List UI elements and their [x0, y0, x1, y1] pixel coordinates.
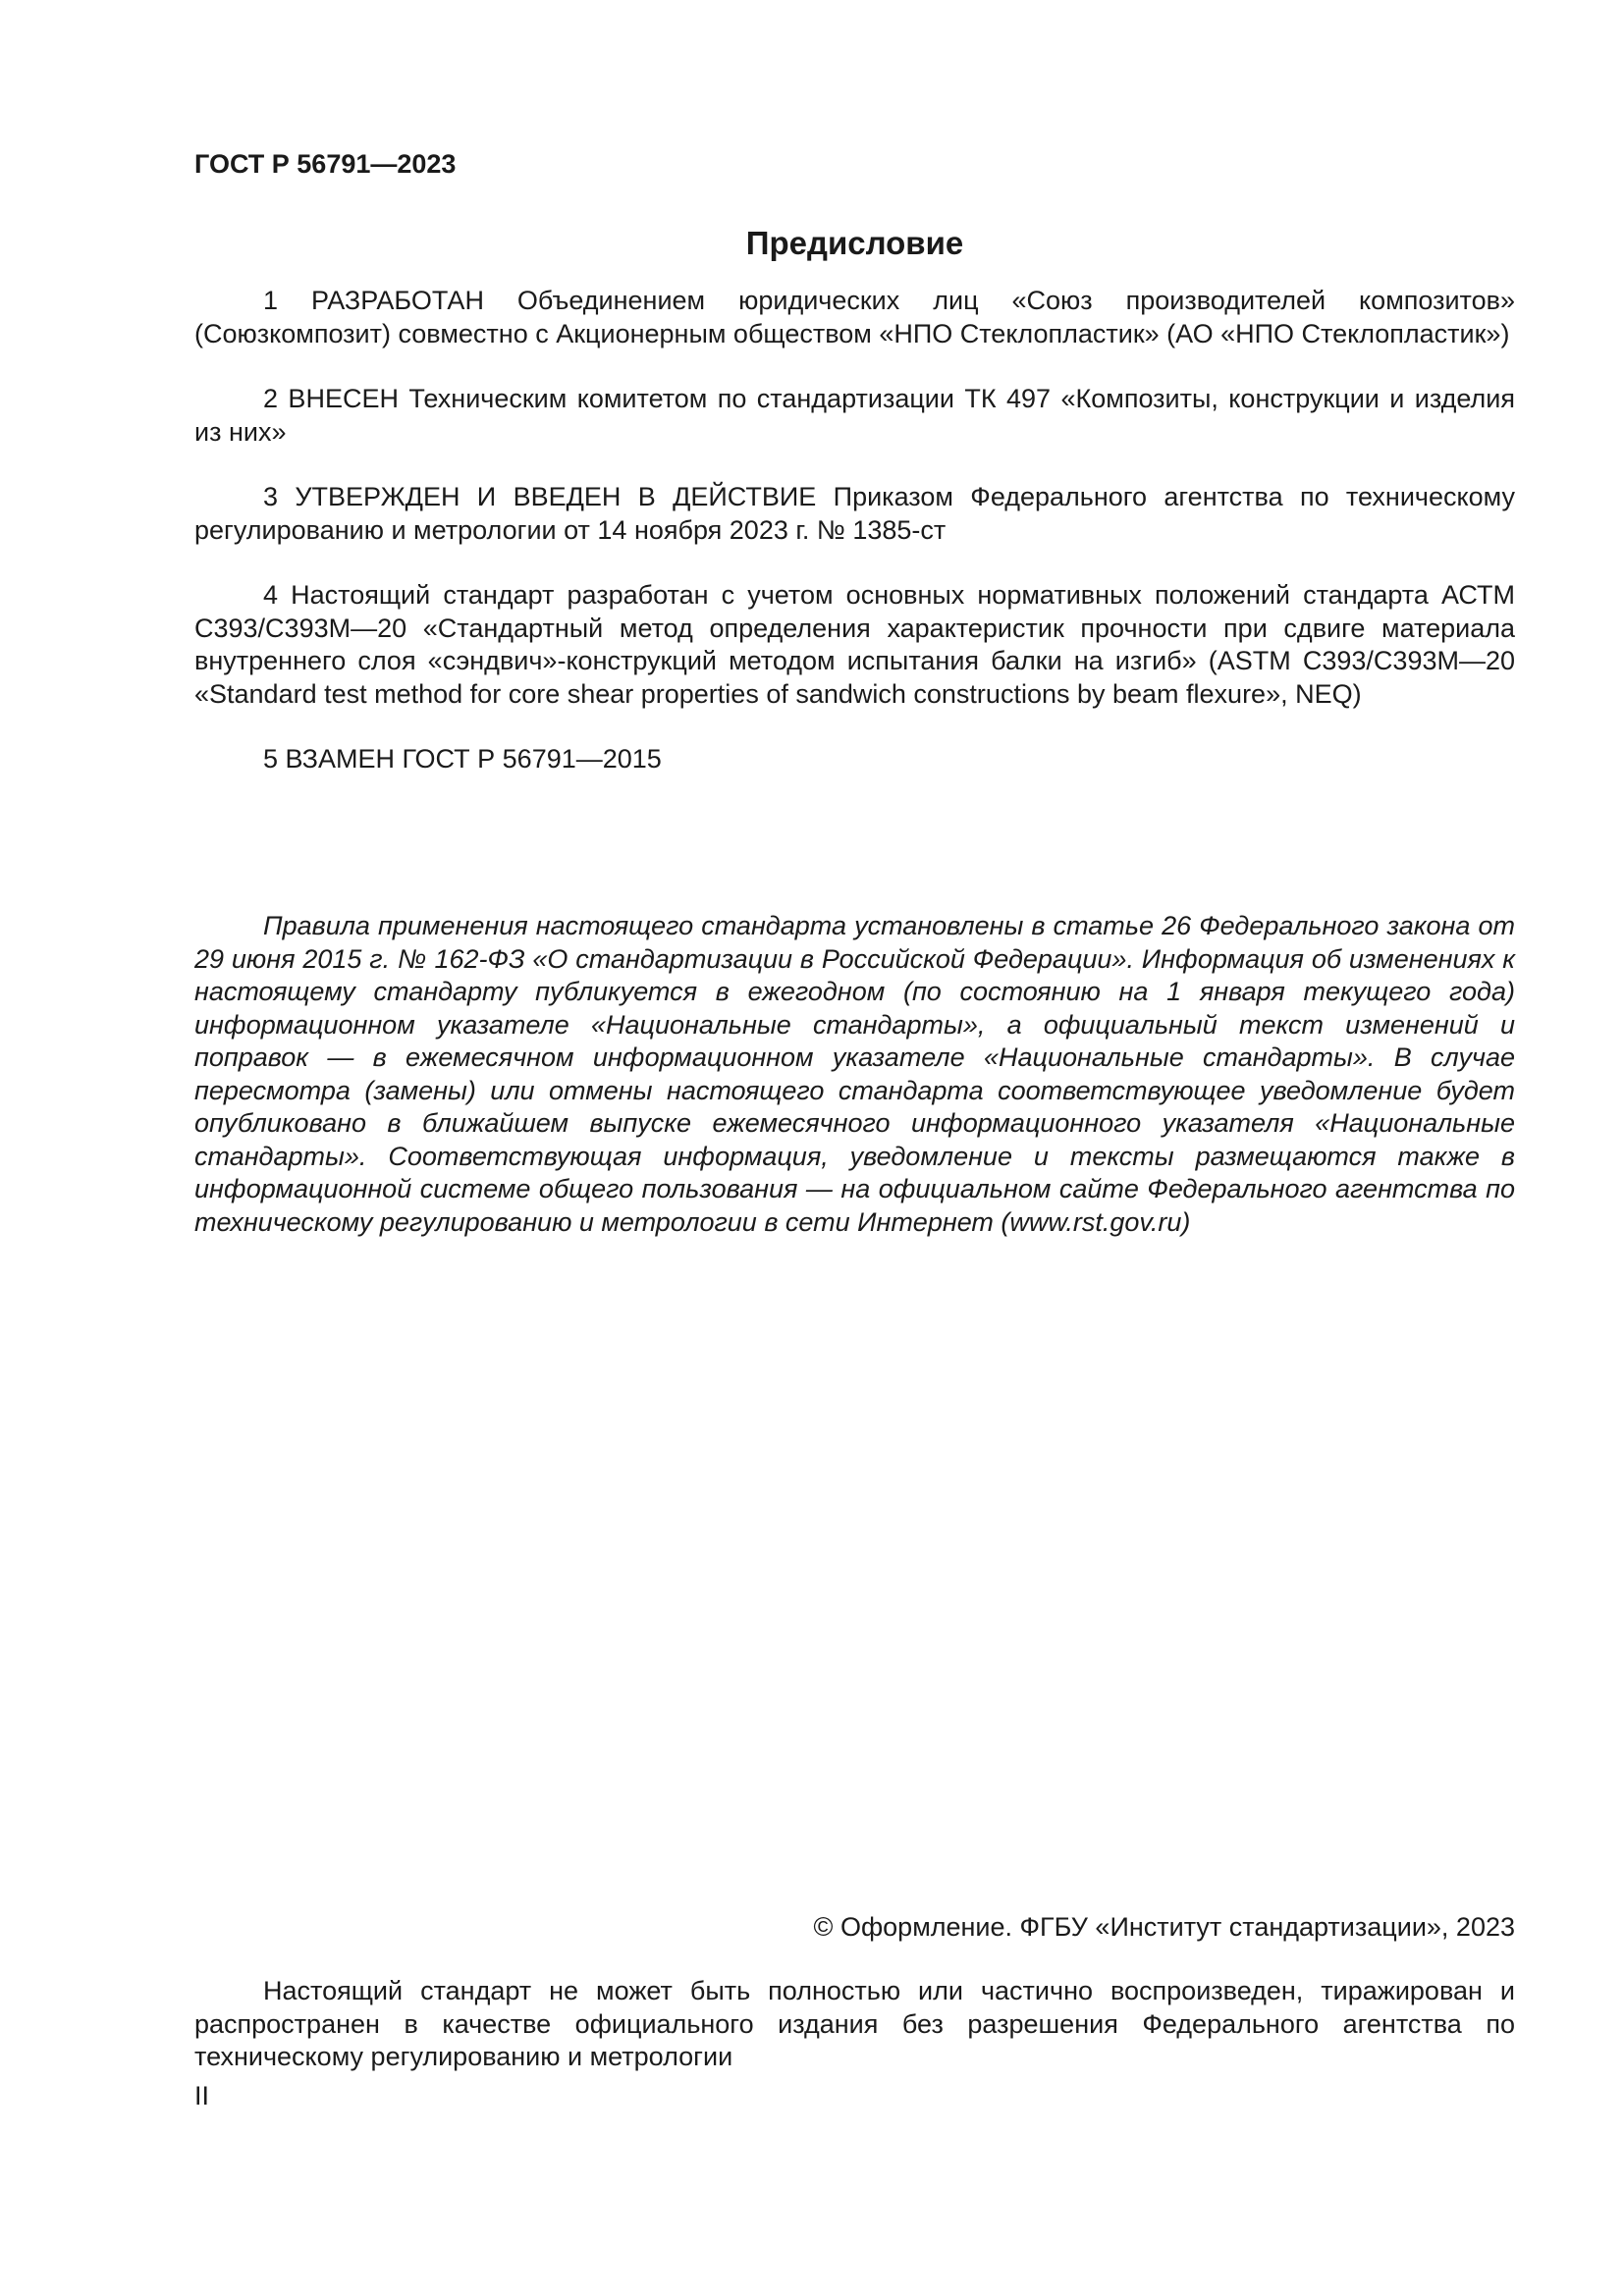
document-code: ГОСТ Р 56791—2023: [194, 149, 457, 179]
preface-item-replaces: 5 ВЗАМЕН ГОСТ Р 56791—2015: [263, 744, 662, 774]
document-page: [194, 0, 1515, 2296]
preface-item-developed: 1 РАЗРАБОТАН Объединением юридических лиц «Союз производителей композитов» (Союзкомпозит) совместно с Акционерным обществом «НПО Стеклопластик» (АО «НПО Стеклопластик»): [194, 286, 1515, 348]
page-number: II: [194, 2081, 210, 2110]
preface-items: [194, 285, 1515, 809]
preface-item-submitted: 2 ВНЕСЕН Техническим комитетом по стандартизации ТК 497 «Композиты, конструкции и изделия из них»: [194, 384, 1515, 447]
application-rules-text: Правила применения настоящего стандарта установлены в статье 26 Федерального закона от 29 июня 2015 г. № 162-ФЗ «О стандартизации в Российской Федерации». Информация об изменениях к настоящему стандарту публикуется в ежегодном (по состоянию на 1 января текущего года) информационном указателе «Национальные стандарты», а официальный текст изменений и поправок — в ежемесячном информационном указателе «Национальные стандарты». В случае пересмотра (замены) или отмены настоящего стандарта соответствующее уведомление будет опубликовано в ближайшем выпуске ежемесячного информационного указателя «Национальные стандарты». Соответствующая информация, уведомление и тексты размещаются также в информационной системе общего пользования — на официальном сайте Федерального агентства по техническому регулированию и метрологии в сети Интернет (www.rst.gov.ru): [194, 911, 1515, 1237]
preface-item-approved: 3 УТВЕРЖДЕН И ВВЕДЕН В ДЕЙСТВИЕ Приказом Федерального агентства по техническому регулированию и метрологии от 14 ноября 2023 г. № 1385-ст: [194, 482, 1515, 545]
section-title: Предисловие: [745, 225, 964, 261]
reproduction-notice: Настоящий стандарт не может быть полностью или частично воспроизведен, тиражирован и распространен в качестве официального издания без разрешения Федерального агентства по техническому регулированию и метрологии: [194, 1976, 1515, 2071]
preface-item-basis: 4 Настоящий стандарт разработан с учетом основных нормативных положений стандарта АСТМ С393/С393М—20 «Стандартный метод определения характеристик прочности при сдвиге материала внутреннего слоя «сэндвич»-конструкций методом испытания балки на изгиб» (ASTM C393/C393M—20 «Standard test method for core shear properties of sandwich constructions by beam flexure», NEQ): [194, 580, 1515, 709]
copyright-line: © Оформление. ФГБУ «Институт стандартизации», 2023: [813, 1912, 1515, 1942]
